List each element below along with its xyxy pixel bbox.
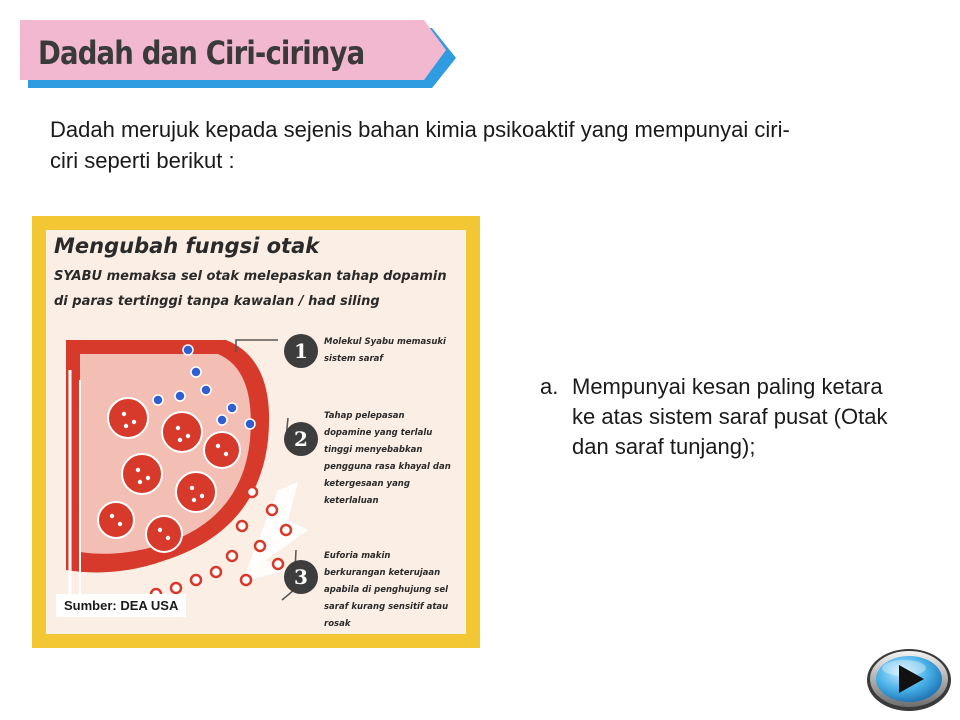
step-1-number: 1 (284, 334, 318, 368)
list-item-text: Mempunyai kesan paling ketara ke atas sistem saraf pusat (Otak dan saraf tunjang); (572, 374, 888, 459)
source-label: Sumber: DEA USA (56, 594, 186, 617)
step-3-number: 3 (284, 560, 318, 594)
intro-text: Dadah merujuk kepada sejenis bahan kimia psikoaktif yang mempunyai ciri-ciri seperti berikut : (50, 117, 790, 173)
title-banner (20, 20, 460, 90)
step-1-text: Molekul Syabu memasuki sistem saraf (324, 337, 446, 364)
next-slide-button[interactable] (866, 646, 952, 712)
infographic-title: Mengubah fungsi otak (54, 234, 320, 258)
step-3-text: Euforia makin berkurangan keterujaan apabila di penghujung sel saraf kurang sensitif atau rosak (324, 551, 449, 629)
slide-title: Dadah dan Ciri-cirinya (38, 34, 365, 72)
step-2-number: 2 (284, 422, 318, 456)
step-2-text: Tahap pelepasan dopamine yang terlalu tinggi menyebabkan pengguna rasa khayal dan ketergesaan yang keterlaluan (324, 411, 451, 506)
list-item (540, 372, 900, 462)
infographic-subtitle: SYABU memaksa sel otak melepaskan tahap dopamin di paras tertinggi tanpa kawalan / had siling (54, 269, 447, 309)
list-marker: a. (540, 374, 559, 399)
play-triangle-icon (866, 646, 952, 712)
infographic-frame (32, 216, 480, 648)
infographic-panel (46, 230, 466, 634)
